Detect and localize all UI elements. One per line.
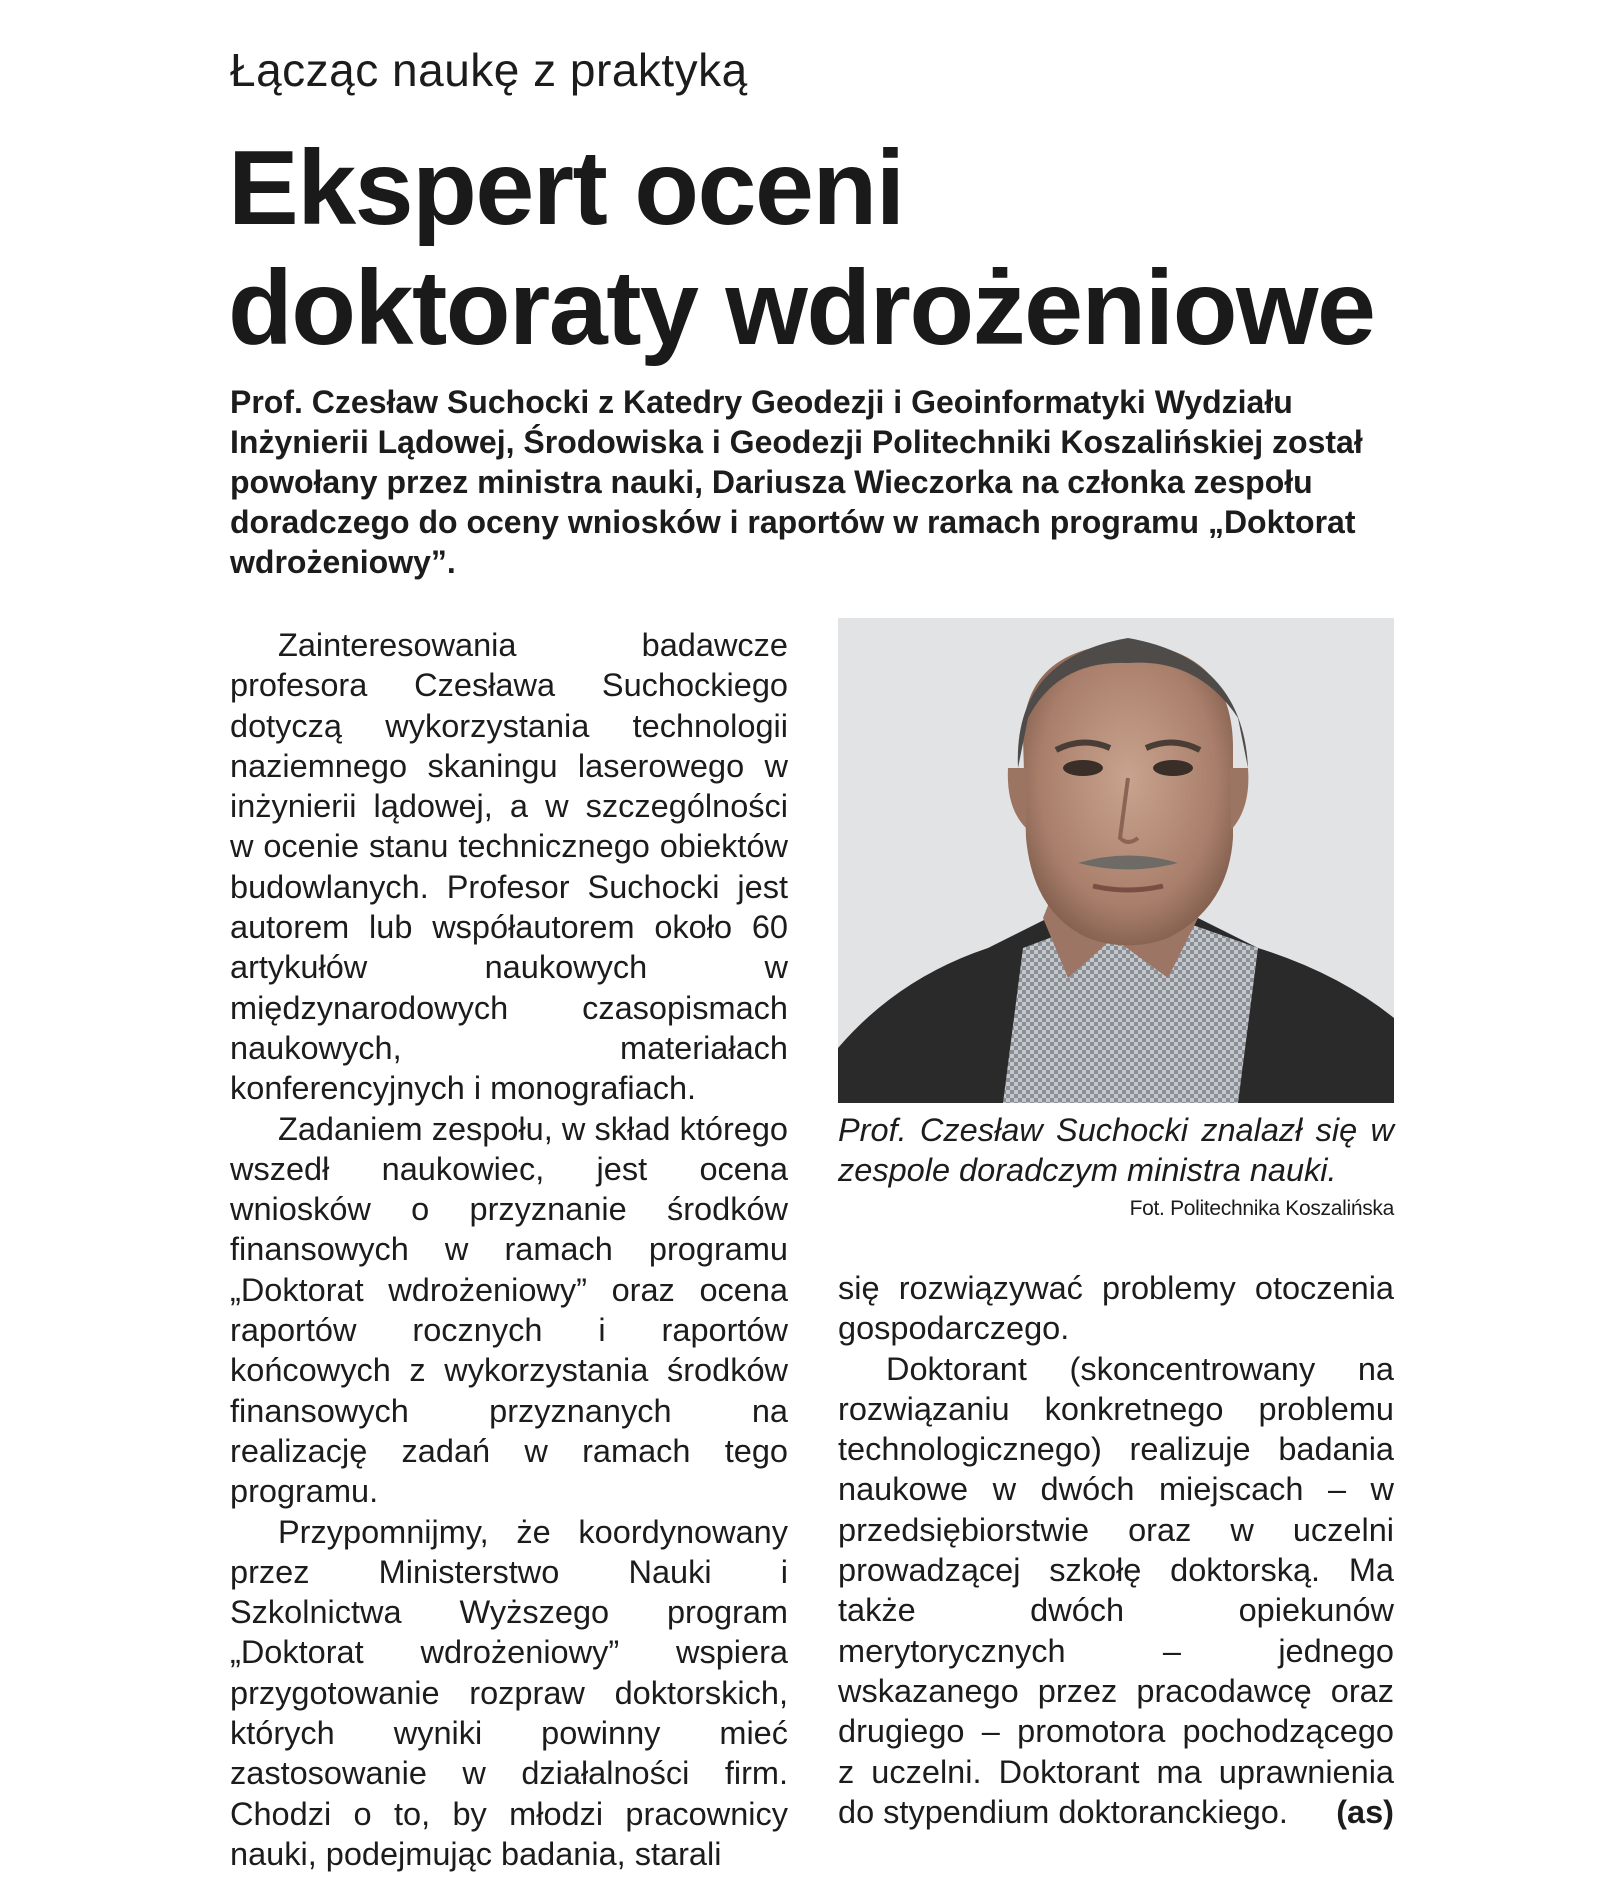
body-paragraph-last [838,1349,1394,1833]
portrait-image [838,618,1394,1103]
photo-caption: Prof. Czesław Suchocki znalazł się w zespole doradczym ministra nauki. [838,1112,1394,1188]
portrait-photo [838,618,1394,1103]
body-paragraph: Zainteresowania badawcze profesora Czesława Suchockiego dotyczą wykorzystania technologii naziemnego skaningu laserowego w inżynierii lądowej, a w szczególności w ocenie stanu technicznego obiektów budowlanych. Profesor Suchocki jest autorem lub współautorem około 60 artykułów naukowych w międzynarodowych czasopismach naukowych, materiałach konferencyjnych i monografiach. [230,627,788,1107]
article-headline [228,128,1468,368]
body-paragraph: Zadaniem zespołu, w skład którego wszedł naukowiec, jest ocena wniosków o przyznanie środków finansowych w ramach programu „Doktorat wdrożeniowy” oraz ocena raportów rocznych i raportów końcowych z wykorzystania środków finansowych przyznanych na realizację zadań w ramach tego programu. [230,1110,788,1510]
headline-line-1: Ekspert oceni [228,129,904,247]
article-lead: Prof. Czesław Suchocki z Katedry Geodezji i Geoinformatyki Wydziału Inżynierii Lądowej, Środowiska i Geodezji Politechniki Koszalińskiej został powołany przez ministra nauki, Dariusza Wieczorka na członka zespołu doradczego do oceny wniosków i raportów w ramach programu „Doktorat wdrożeniowy”. [230,384,1363,580]
body-paragraph: Przypomnijmy, że koordynowany przez Ministerstwo Nauki i Szkolnictwa Wyższego program „Doktorat wdrożeniowy” wspiera przygotowanie rozpraw doktorskich, których wyniki powinny mieć zastosowanie w działalności firm. Chodzi o to, by młodzi pracownicy nauki, podejmując badania, starali [230,1513,788,1872]
body-paragraph: się rozwiązywać problemy otoczenia gospodarczego. [838,1270,1394,1347]
body-paragraph-text: Doktorant (skoncentrowany na rozwiązaniu konkretnego problemu technologicznego) realizuje badania naukowe w dwóch miejscach – w przedsiębiorstwie oraz w uczelni prowadzącej szkołę doktorską. Ma także dwóch opiekunów merytorycznych – jednego wskazanego przez pracodawcę oraz drugiego – promotora pochodzącego z uczelni. Doktorant ma uprawnienia do stypendium doktoranckiego. [838,1350,1394,1830]
body-column-left [230,625,788,1874]
author-signature: (as) [1336,1793,1394,1830]
photo-credit: Fot. Politechnika Koszalińska [1129,1197,1394,1220]
article-kicker: Łącząc naukę z praktyką [230,44,748,96]
headline-line-2: doktoraty wdrożeniowe [228,249,1375,367]
body-column-right [838,1268,1394,1832]
